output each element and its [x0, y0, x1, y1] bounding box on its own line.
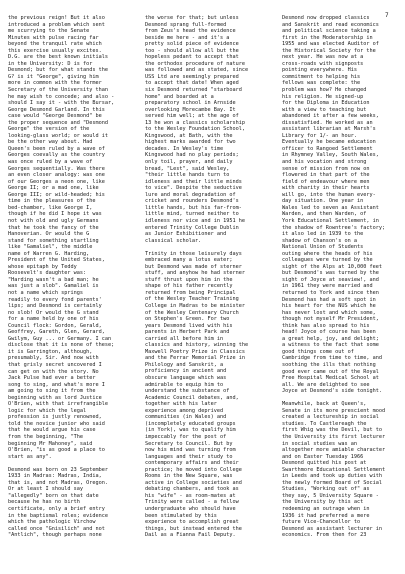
text-line: Maxwell Poetry Prize in Classics [145, 348, 245, 355]
text-line: things, but instead entered the [145, 525, 242, 532]
text-line: for a name held by one of his [8, 316, 99, 323]
text-line: and political science taking a [282, 28, 376, 35]
text-line: stuff thrust upon him in the [145, 276, 233, 283]
text-line: that he would argue his case [8, 427, 96, 434]
text-line: good ever came out of the Royal [282, 368, 379, 375]
text-line: Studies, "Working out of" as [282, 486, 370, 493]
text-line: was once ruled by a wave of [8, 159, 93, 166]
text-line: sight of the Alps at 10,000 feet [282, 263, 382, 270]
text-line: hopeless pedant to accept that [145, 54, 239, 61]
text-line: should I say it - with the Bursar, [8, 100, 115, 107]
text-line: me scurrying to the Senate [8, 28, 90, 35]
text-line: all. We are delighted to see [282, 381, 370, 388]
text-line: sight of Joyce at seaview!, and [282, 276, 379, 283]
text-line: Wales led to seven as Assistant [282, 204, 379, 211]
text-line: G? is it "George", giving him [8, 73, 99, 80]
text-line: the newly formed Board of Social [282, 479, 382, 486]
text-line: beginning with as lord Justice [8, 394, 102, 401]
text-line: called once "Gnisilich" and not [8, 525, 105, 532]
text-line: Jack Pulse had ever a better [8, 375, 96, 382]
text-line: not a name which springs [8, 289, 83, 296]
paragraph [282, 15, 400, 395]
text-line: Kingswood, at Bath, with the [145, 132, 233, 139]
text-line: on Stephen's Green. For two [145, 316, 230, 323]
text-line: Desmond has had a soft spot in [282, 296, 376, 303]
text-line: embraced many a lotus eater; [145, 257, 233, 264]
paragraph [282, 401, 400, 538]
text-line: George Desmond Garland. In this [8, 106, 105, 113]
text-line: an even closer analogy: was one [8, 172, 105, 179]
text-line: case would "George Desmond" be [8, 113, 102, 120]
text-line: next year. He was now at a [282, 54, 364, 61]
text-line: and the Ferrar Memorial Prize in [145, 355, 245, 362]
text-line: but Desmond's was turned by the [282, 270, 379, 277]
text-line: with a view to teaching but [282, 106, 367, 113]
text-line: in Rhymney Valley, South Wales, [282, 152, 379, 159]
text-line: readily to every fond parents' [8, 296, 102, 303]
text-line: experience among deprived [145, 407, 224, 414]
text-line: like "Gamaliel", the middle [8, 244, 93, 251]
text-line: told the novice junior who said [8, 420, 105, 427]
text-line: but Desmond was made of sterner [145, 263, 242, 270]
text-line: Secretary to Council. But by [145, 440, 233, 447]
text-line: studies. To Castlereagh the [282, 420, 367, 427]
text-line: little hands, but his far-from- [145, 204, 242, 211]
text-line: D.G. are the best known initials [8, 54, 108, 61]
text-line: to vice". Despite the seductive [145, 185, 242, 192]
text-line: stuff, and anyhow he had sterner [145, 270, 245, 277]
text-line: more in common with the former [8, 80, 102, 87]
text-line: proficiency in ancient and [145, 368, 227, 375]
text-line: the University by this act [282, 499, 364, 506]
text-line: practice; he moved into College [145, 466, 242, 473]
text-line: pointing everywhere. His [282, 67, 357, 74]
text-line: logic for which the legal [8, 407, 87, 414]
text-line: parents in Herbert Park and [145, 329, 230, 336]
text-line: 13 he won a classics scholarship [145, 119, 245, 126]
text-line: of the Wesley Centenary Church [145, 309, 239, 316]
text-line: understand the substance of [145, 388, 230, 395]
text-line: York Educational Settlement, in [282, 217, 379, 224]
text-line: now his mind was turning from [145, 447, 236, 454]
text-line: that he took the fancy of the [8, 224, 99, 231]
text-line: in social studies was an [282, 440, 357, 447]
paragraph [145, 15, 265, 244]
text-line: looking-glass world; or would it [8, 132, 108, 139]
text-line: Hanoverian. Or would the G [8, 231, 90, 238]
text-line: from Zeus's head the evidence [145, 28, 236, 35]
text-line: Library for 1/- an hour. [282, 132, 357, 139]
text-line: he may wish to concede; and also - [8, 93, 115, 100]
text-column-3 [282, 15, 400, 539]
text-line: commitment to helping his [282, 73, 361, 80]
text-line: Warden, and then Warden, of [282, 211, 367, 218]
text-line: cross-roads with signposts [282, 60, 364, 67]
text-line: together with his later [145, 401, 217, 408]
text-line: undergraduate who should have [145, 505, 236, 512]
text-line: Minutes with pulse racing far [8, 34, 99, 41]
text-line: Queen's been ruled by a wave of [8, 145, 105, 152]
text-line: bed-chamber, like George I, [8, 204, 93, 211]
text-line: classical scholar. [145, 237, 202, 244]
text-line: Swarthmore Educational Settlement [282, 466, 386, 473]
text-line: shadow of Chanson's on a [282, 237, 357, 244]
text-line: song to sing, and what's more I [8, 381, 105, 388]
text-line: Eventually he became education [282, 139, 376, 146]
text-line: Philology and Sanskrit, a [145, 361, 224, 368]
text-line: think has also spread to his [282, 322, 370, 329]
text-line: because he has no birth [8, 499, 80, 506]
text-line: Desmond; but for what stands the [8, 67, 108, 74]
text-line: profession is justly renowned, [8, 414, 102, 421]
text-line: was just a slob". Gamaliel is [8, 283, 99, 290]
text-line: of the Wesley Teacher Training [145, 296, 239, 303]
text-line: idleness and their little minds [145, 178, 242, 185]
text-line: presumably, Sir. And now with [8, 355, 99, 362]
text-line: too - should allow all but the [145, 47, 239, 54]
text-line: it is Garrington, although, [8, 348, 93, 355]
text-line: that is, and not Madras, Oregon. [8, 479, 108, 486]
text-line: Or at least I should say [8, 486, 83, 493]
text-line: disclose that it is none of these; [8, 342, 115, 349]
text-line: impeccably for the post of [145, 433, 227, 440]
text-line: debating chambers, and took as [145, 486, 239, 493]
text-line: 1955 and was elected Auditor of [282, 41, 379, 48]
text-line: assistant librarian at Marsh's [282, 126, 376, 133]
text-line: bread, "Lest", said Wesley, [145, 165, 230, 172]
text-line: carried all before him in [145, 335, 224, 342]
text-line: Georges coevally as the country [8, 152, 105, 159]
text-line: been stimulated by this [145, 512, 217, 519]
text-line: field of endeavour where men [282, 178, 370, 185]
text-line: Desmond now dropped classics [282, 15, 370, 21]
text-line: (in York), was to qualify him [145, 427, 236, 434]
text-line: Free Hospital Medical School at [282, 375, 379, 382]
text-line: be the other way about. Had [8, 139, 93, 146]
text-line: the proper sequence and "Desmond [8, 119, 108, 126]
text-line: problem was how? He changed [282, 87, 367, 94]
text-line: can get on with the story. No [8, 368, 99, 375]
text-line: (incompletely educated groups [145, 420, 236, 427]
text-line: George" the version of the [8, 126, 90, 133]
text-line: was followed and as stated, since [145, 67, 249, 74]
text-line: Dail as a Fianna Fail Deputy. [145, 532, 236, 539]
text-line: and on Easter Tuesday 1966 [282, 453, 364, 460]
text-line: has never lost and which some, [282, 309, 376, 316]
text-column-1 [8, 15, 128, 539]
text-line: preparatory school in Arnside [145, 100, 236, 107]
text-line: "their little hands turn to [145, 172, 230, 179]
text-line: to accept that date! When aged [145, 80, 239, 87]
text-line: Meanwhile, back at Queen's, [282, 401, 367, 408]
text-line: the University its first lecturer [282, 433, 386, 440]
text-line: pretty solid piece of evidence [145, 41, 239, 48]
text-line: soothing the ills that nothing [282, 361, 376, 368]
text-line: George II; or a mad one, like [8, 185, 99, 192]
text-line: will go, into the human every- [282, 191, 376, 198]
text-line: obscure language which was [145, 375, 227, 382]
text-line: six Desmond returned "starboard [145, 87, 242, 94]
text-line: decades. In Wesley's time [145, 145, 224, 152]
text-line: communities (in Wales) and [145, 414, 227, 421]
text-line: National Union of Students [282, 244, 364, 251]
text-line: the orthodox procedure of nature [145, 60, 245, 67]
text-line: which the pathologic Virchow [8, 519, 96, 526]
text-line: "allegedly" born on that date [8, 492, 99, 499]
paragraph [8, 15, 128, 460]
text-line: Senate in its more prescient mood [282, 407, 386, 414]
text-line: 1936 it had preferred a mere [282, 512, 370, 519]
text-line: years Desmond lived with his [145, 322, 233, 329]
text-line: outing where the heads of his [282, 250, 373, 257]
text-line: Desmond quitted his post at [282, 460, 367, 467]
text-line: officer to Rangoed Settlement [282, 145, 373, 152]
text-line: this exercise usually excites. [8, 47, 102, 54]
text-line: active in College societies and [145, 479, 242, 486]
text-line: day situation. One year in [282, 198, 364, 205]
text-line: his "wife" - as room-mates at [145, 492, 236, 499]
text-line: stand for something startling [8, 237, 99, 244]
text-line: economics. From then for 23 [282, 532, 367, 539]
text-line: time in the pleasures of the [8, 198, 96, 205]
text-line: beside me here - and it's a [145, 34, 230, 41]
text-line: the shadow of Rowntree's factory; [282, 224, 386, 231]
text-line: not with old and ugly Germans [8, 217, 99, 224]
text-line: Trinity were called - a fellow [145, 499, 239, 506]
text-line: from the beginning, "The [8, 434, 83, 440]
text-line: first Whig was the Devil, but to [282, 427, 382, 434]
text-line: returned from being Principal [145, 289, 236, 296]
text-line: in the University: D is for [8, 60, 93, 67]
text-line: President of the United States, [8, 257, 105, 264]
text-line: altogether more amiable character [282, 447, 386, 454]
text-line: they say, 5 University Square - [282, 492, 379, 499]
text-line: a great help, joy, and delight; [282, 335, 379, 342]
text-line: George III; or wild-headed; his [8, 191, 105, 198]
text-line: shape of his father recently [145, 283, 233, 290]
text-line: Kingswood had no play periods; [145, 152, 239, 159]
text-line: returned to York and since then [282, 289, 379, 296]
text-line: Georges sequentially. Was there [8, 165, 105, 172]
text-line: that grisly secret uncovered I [8, 361, 102, 368]
text-line: "Antlich", though perhaps none [8, 532, 102, 539]
text-line: for the Diploma in Education [282, 100, 370, 107]
text-line: in 1961 they were married and [282, 283, 373, 290]
text-line: Desmond was born on 23 September [8, 466, 108, 473]
text-line: sense of mission from now on [282, 165, 370, 172]
text-line: highest marks awarded for two [145, 139, 236, 146]
text-line: Council flock: Gordon, Gerald, [8, 322, 102, 329]
text-line: O'Brien, with that irrefrangible [8, 401, 108, 408]
text-line: Joyce at Desmond's side tonight. [282, 388, 382, 395]
text-line: experience to accomplish great [145, 519, 239, 526]
text-line: with charity in their hearts [282, 185, 370, 192]
text-line: introduced a problem which sent [8, 21, 105, 28]
text-line: Gwilym, Guy ... or Germany. I can [8, 335, 112, 342]
text-line: as Junior Exhibitioner and [145, 231, 227, 238]
text-line: first in the Moderatorship in [282, 34, 373, 41]
text-column-2 [145, 15, 265, 539]
text-line: cricket and rounders Desmond's [145, 198, 239, 205]
text-line: contemporary affairs and their [145, 460, 239, 467]
text-line: certificate, only a brief entry [8, 505, 105, 512]
text-line: languages and their study to [145, 453, 233, 460]
text-line: though not myself Mr President, [282, 316, 379, 323]
text-line: start as any". [8, 453, 52, 460]
text-line: admirable to equip him to [145, 381, 224, 388]
text-line: whose epitaph by Teddy [8, 263, 77, 270]
text-line: 1933 in Madras: Madras, India, [8, 473, 102, 480]
text-line: beyond the tranquil rate which [8, 41, 102, 48]
text-line: created a lectureship in social [282, 414, 379, 421]
paragraph [145, 251, 265, 539]
page-number: 7 [385, 12, 389, 19]
text-line: overlooking Morecambe Bay. It [145, 106, 236, 113]
text-line: Cambridge from time to time, and [282, 355, 382, 362]
text-line: little mind, turned neither to [145, 211, 239, 218]
text-line: dissatisfied. He worked as an [282, 119, 373, 126]
text-line: his heart for the NUS which he [282, 303, 376, 310]
text-line: no slob! Or would the G stand [8, 309, 99, 316]
text-line: beginning Mr Mahoney", said [8, 440, 93, 447]
text-line: am going to sing it from the [8, 388, 96, 395]
text-line: the Historical Society for the [282, 47, 376, 54]
text-line: a witness to the fact that some [282, 342, 379, 349]
text-line: and his vocation and strong [282, 159, 367, 166]
text-line: colleagues were turned by the [282, 257, 373, 264]
text-line: it also led in 1939 to the [282, 231, 364, 238]
text-line: name of Warren G. Harding, [8, 250, 90, 257]
text-line: head! Joyce of course has been [282, 329, 376, 336]
text-line: USS Ltd are seemingly prepared [145, 73, 239, 80]
text-line: lure and moral degradation of [145, 191, 236, 198]
text-line: Secretary of the University than [8, 87, 108, 94]
text-line: fellows was complete: the [282, 80, 361, 87]
text-line: Trinity in those leisurely days [145, 250, 242, 257]
text-line: of our Georges a neon one, like [8, 178, 105, 185]
text-line: idleness nor vice and in 1951 he [145, 217, 245, 224]
text-line: Desmond sprang full-formed [145, 21, 227, 28]
text-line: the worse for that; but unless [145, 15, 239, 21]
text-line: O'Brien, "is as good a place to [8, 447, 105, 454]
text-line: entered Trinity College Dublin [145, 224, 239, 231]
text-line: Desmond as assistant lecturer in [282, 525, 382, 532]
text-line: good things come out of [282, 348, 354, 355]
text-line: in the baptismal roles; evidence [8, 512, 108, 519]
text-line: though if he did I hope it was [8, 211, 102, 218]
text-line: future Vice-Chancellor to [282, 519, 361, 526]
text-line: flowered in that part of the [282, 172, 370, 179]
text-line: Rooms in the New Square, was [145, 473, 233, 480]
text-line: lips; and Desmond is certainly [8, 303, 102, 310]
text-line: his religion. He signed-up [282, 93, 364, 100]
text-line: Roosevelt's daughter was: [8, 270, 87, 277]
text-line: Geoffrey, Gareth, Glen, Gerard, [8, 329, 105, 336]
text-line: the previous reign! But it also [8, 15, 105, 21]
text-line: classics and history, winning the [145, 342, 249, 349]
text-line: in Leeds and took up duties with [282, 473, 382, 480]
text-line: abandoned it after a few weeks, [282, 113, 379, 120]
text-line: only toil, prayer, and daily [145, 159, 233, 166]
text-line: redeeming an outrage when in [282, 505, 370, 512]
paragraph [8, 467, 128, 539]
text-line: to the Wesley Foundation School, [145, 126, 245, 133]
text-line: served him well; at the age of [145, 113, 239, 120]
text-line: "Harding wasn't a bad man; he [8, 276, 99, 283]
text-line: home" and boarded at a [145, 93, 214, 100]
text-line: College in Madras to be minister [145, 303, 245, 310]
text-line: and Sanskrit and read economics [282, 21, 379, 28]
text-line: Academic Council debates, and, [145, 394, 239, 401]
